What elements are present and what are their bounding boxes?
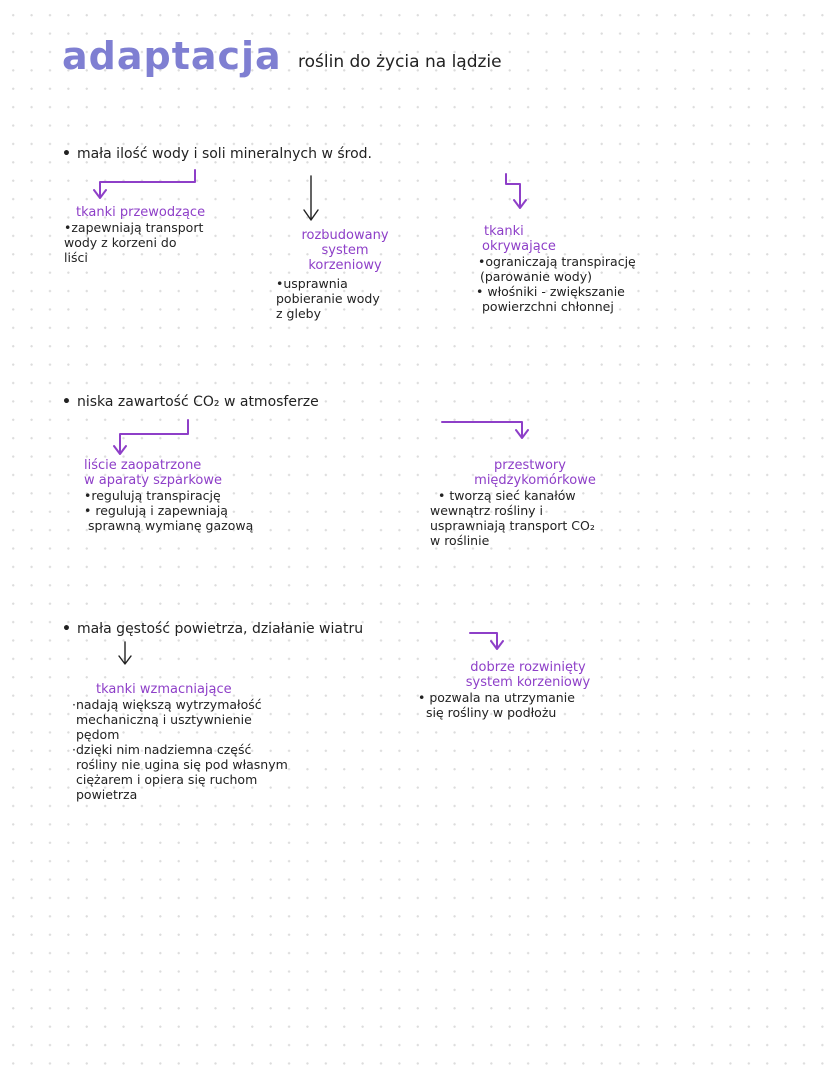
item-text-line: • pozwala na utrzymanie	[418, 690, 575, 705]
bullet-icon: •	[62, 621, 71, 637]
arrow-left-2	[114, 420, 188, 454]
item-heading: korzeniowy	[308, 258, 382, 273]
item-text-line: ciężarem i opiera się ruchom	[76, 772, 258, 787]
item-heading: system	[321, 243, 369, 258]
item-text-line: •usprawnia	[276, 276, 348, 291]
item-text-line: powierzchni chłonnej	[482, 299, 614, 314]
item-aparaty-szparkowe	[84, 458, 253, 533]
section-point-3	[62, 621, 363, 637]
item-system-korzeniowy-2	[418, 660, 638, 720]
arrow-middle-1	[304, 176, 318, 220]
item-heading: tkanki wzmacniające	[96, 682, 232, 697]
item-przestwory	[430, 458, 640, 548]
item-text-line: pędom	[76, 727, 120, 742]
item-text-line: w roślinie	[430, 533, 490, 548]
item-heading: tkanki	[484, 224, 524, 239]
bullet-icon: •	[62, 394, 71, 410]
arrow-right-2	[442, 422, 528, 438]
item-heading: w aparaty szparkowe	[84, 473, 222, 488]
item-heading: okrywające	[482, 239, 556, 254]
item-text-line: • włośniki - zwiększanie	[476, 284, 625, 299]
item-tkanki-wzmacniajace	[72, 682, 288, 802]
arrow-right-1	[506, 174, 526, 208]
item-heading: system korzeniowy	[465, 675, 591, 690]
item-text-line: • tworzą sieć kanałów	[438, 488, 576, 503]
item-text-line: •zapewniają transport	[64, 220, 204, 235]
item-text-line: sprawną wymianę gazową	[88, 518, 254, 533]
item-text-line: rośliny nie ugina się pod własnym	[76, 757, 288, 772]
item-heading: dobrze rozwinięty	[470, 660, 586, 675]
section-point-text: niska zawartość CO₂ w atmosferze	[76, 394, 319, 410]
section-point-1	[62, 146, 372, 162]
item-heading: przestwory	[494, 458, 566, 473]
item-text-line: liści	[64, 250, 88, 265]
item-text-line: mechaniczną i usztywnienie	[76, 712, 252, 727]
section-point-text: mała gęstość powietrza, działanie wiatru	[76, 621, 364, 637]
item-text-line: (parowanie wody)	[480, 269, 593, 284]
item-text-line: się rośliny w podłożu	[426, 705, 557, 720]
item-text-line: powietrza	[76, 787, 138, 802]
item-heading: rozbudowany	[301, 228, 389, 243]
item-text-line: ·nadają większą wytrzymałość	[72, 697, 262, 712]
bullet-icon: •	[62, 146, 71, 162]
page-subtitle: roślin do życia na lądzie	[298, 52, 502, 72]
arrow-left-1	[94, 170, 195, 198]
item-text-line: ·dzięki nim nadziemna część	[72, 742, 252, 757]
item-heading: tkanki przewodzące	[76, 205, 206, 220]
item-text-line: wody z korzeni do	[64, 235, 177, 250]
item-text-line: • regulują i zapewniają	[84, 503, 228, 518]
item-text-line: pobieranie wody	[276, 291, 380, 306]
item-heading: międzykomórkowe	[474, 473, 596, 488]
item-heading: liście zaopatrzone	[84, 458, 202, 473]
item-text-line: usprawniają transport CO₂	[430, 518, 595, 533]
item-tkanki-przewodzace	[64, 205, 205, 265]
section-point-text: mała ilość wody i soli mineralnych w środ.	[76, 146, 372, 162]
item-text-line: •ograniczają transpirację	[478, 254, 636, 269]
arrow-left-3	[119, 642, 131, 664]
item-tkanki-okrywajace	[476, 224, 636, 314]
item-text-line: wewnątrz rośliny i	[430, 503, 544, 518]
arrow-right-3	[470, 633, 503, 649]
section-point-2	[62, 394, 319, 410]
item-text-line: •regulują transpirację	[84, 488, 221, 503]
item-text-line: z gleby	[276, 306, 321, 321]
page-title: adaptacja	[62, 34, 282, 78]
item-system-korzeniowy	[270, 228, 420, 321]
